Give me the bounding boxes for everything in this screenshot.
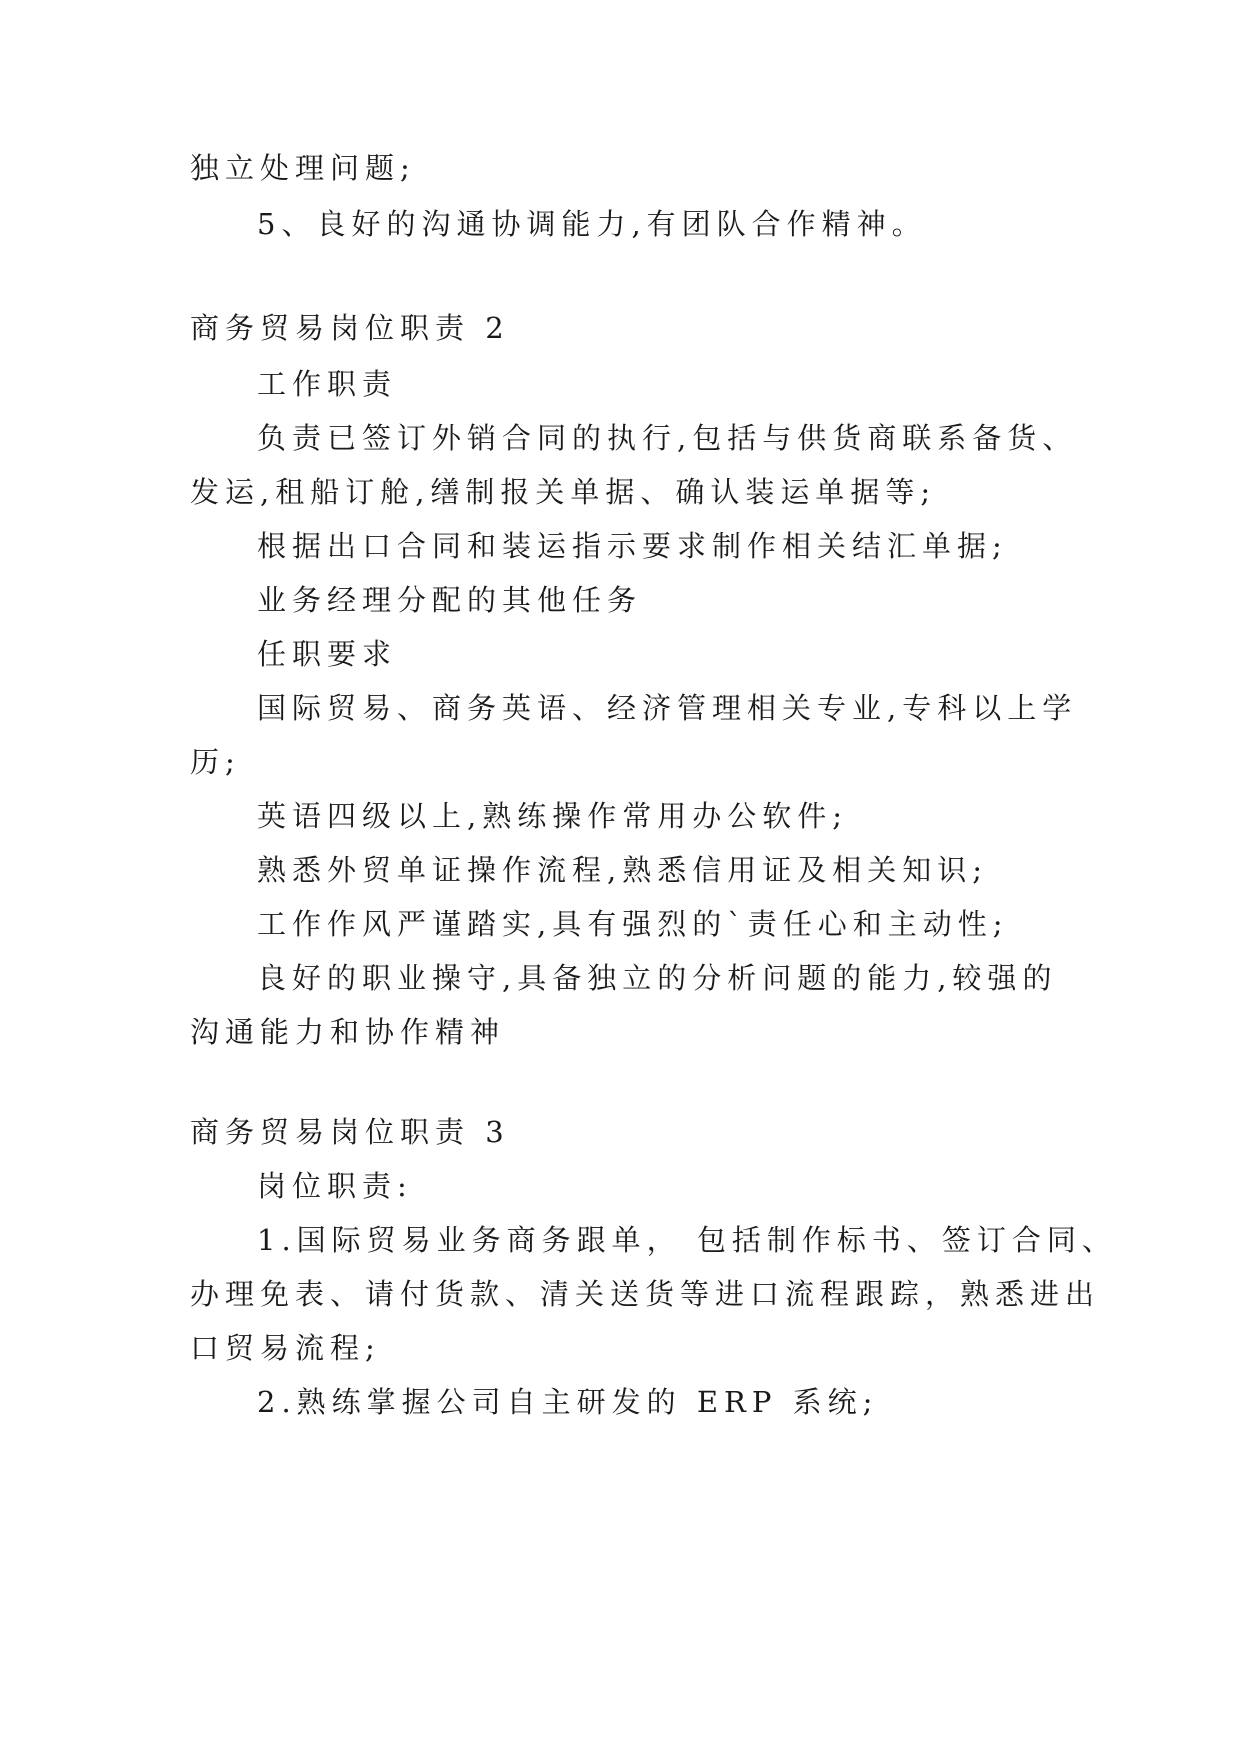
body-text: 熟悉外贸单证操作流程,熟悉信用证及相关知识; [257, 853, 988, 887]
section-heading: 商务贸易岗位职责 3 [190, 1115, 510, 1149]
body-text: 发运,租船订舱,缮制报关单据、确认装运单据等; [190, 475, 937, 509]
body-text: 历; [190, 745, 241, 779]
body-text: 根据出口合同和装运指示要求制作相关结汇单据; [257, 529, 1008, 563]
subheading: 工作职责 [257, 367, 398, 401]
subheading: 任职要求 [257, 637, 398, 671]
body-text: 负责已签订外销合同的执行,包括与供货商联系备货、 [257, 421, 1078, 455]
subheading: 岗位职责: [257, 1169, 413, 1203]
body-text: 工作作风严谨踏实,具有强烈的`责任心和主动性; [257, 907, 1009, 941]
section-heading: 商务贸易岗位职责 2 [190, 311, 510, 345]
list-item: 1.国际贸易业务商务跟单， 包括制作标书、签订合同、 [257, 1223, 1117, 1257]
body-text: 英语四级以上,熟练操作常用办公软件; [257, 799, 848, 833]
body-text: 国际贸易、商务英语、经济管理相关专业,专科以上学 [257, 691, 1078, 725]
list-item: 5、良好的沟通协调能力,有团队合作精神。 [257, 207, 927, 241]
body-text: 口贸易流程; [190, 1331, 381, 1365]
body-text: 业务经理分配的其他任务 [257, 583, 643, 617]
body-text: 良好的职业操守,具备独立的分析问题的能力,较强的 [257, 961, 1058, 995]
list-item: 2.熟练掌握公司自主研发的 ERP 系统; [257, 1385, 879, 1419]
body-text: 独立处理问题; [190, 151, 416, 185]
body-text: 办理免表、请付货款、清关送货等进口流程跟踪，熟悉进出 [190, 1277, 1101, 1311]
body-text: 沟通能力和协作精神 [190, 1015, 506, 1049]
